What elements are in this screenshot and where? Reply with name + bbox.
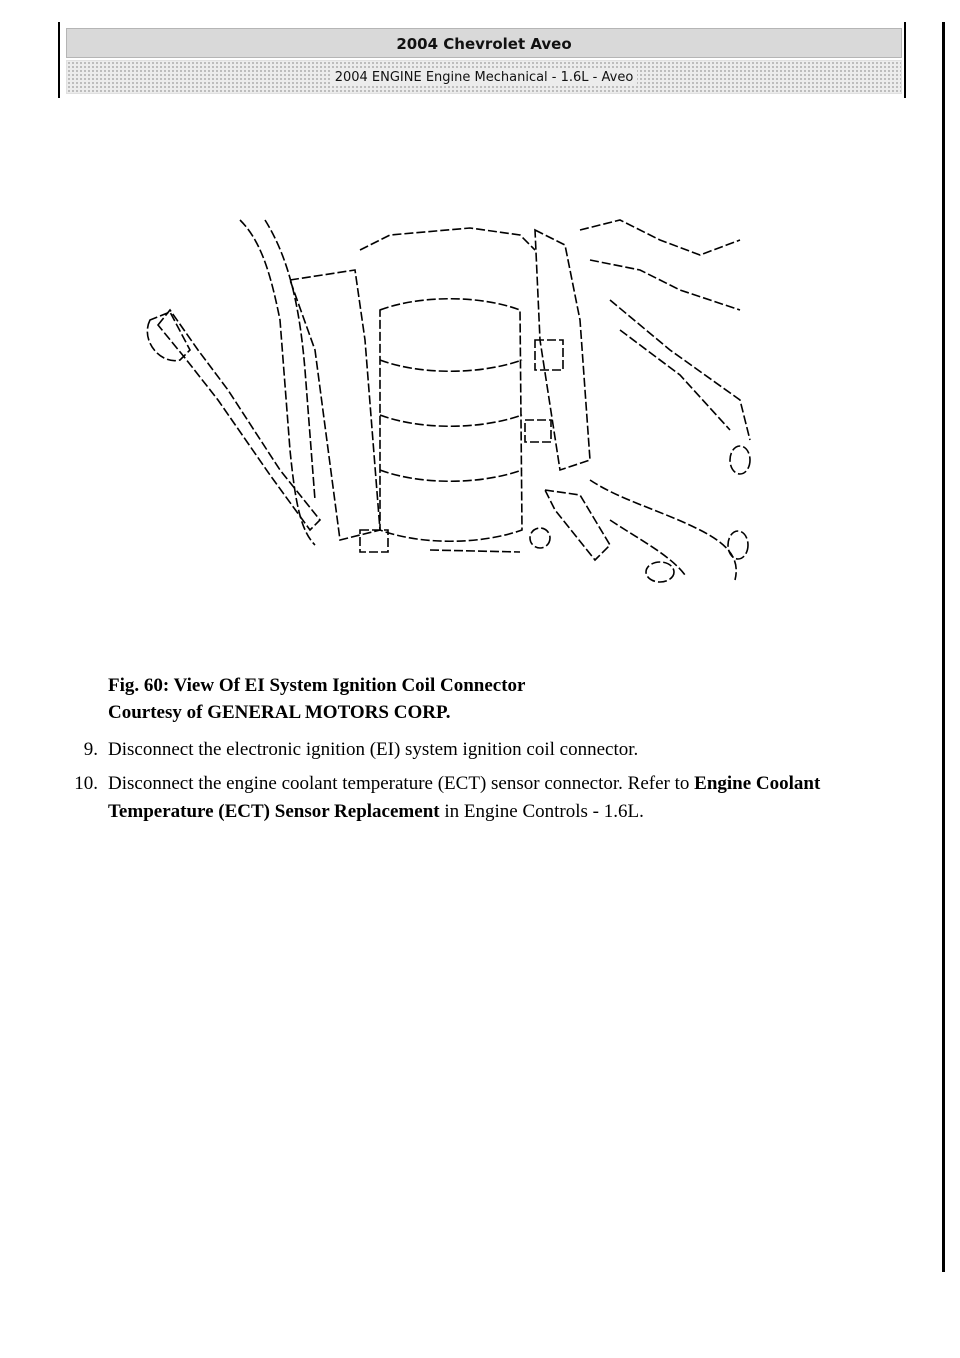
- page-header: [66, 28, 902, 94]
- figure-caption-title: Fig. 60: View Of EI System Ignition Coil Connector: [108, 675, 526, 696]
- figure-caption-credit: Courtesy of GENERAL MOTORS CORP.: [108, 702, 451, 723]
- right-harness: [610, 300, 750, 440]
- step-item: [60, 770, 890, 826]
- right-harness-2: [620, 330, 730, 430]
- hose-end-lower: [646, 562, 674, 582]
- reference-link[interactable]: Engine Coolant Temperature (ECT) Sensor Replacement: [108, 773, 821, 822]
- coil-ring-2: [380, 415, 522, 426]
- step-number: 10.: [74, 773, 98, 794]
- page-border-right: [904, 22, 906, 98]
- coil-ring-1: [380, 360, 522, 371]
- page-border-left: [58, 22, 60, 98]
- step-text-before: Disconnect the engine coolant temperature (ECT) sensor connector. Refer to: [108, 773, 695, 794]
- wrench-head: [147, 312, 190, 361]
- upper-right-wiring: [580, 220, 740, 255]
- step-number: 9.: [83, 739, 98, 760]
- coil-housing-top: [360, 228, 535, 250]
- base-line: [430, 550, 520, 552]
- hose-end-right: [728, 531, 748, 559]
- bolt-lower: [530, 528, 550, 548]
- coil-ring-3: [380, 470, 522, 481]
- document-title: 2004 Chevrolet Aveo: [66, 28, 902, 58]
- wrench-handle: [158, 310, 320, 530]
- textured-pad: [545, 490, 610, 560]
- left-bracket: [290, 270, 380, 540]
- ignition-coil-connector: [535, 340, 563, 370]
- document-subtitle-text: 2004 ENGINE Engine Mechanical - 1.6L - Aveo: [331, 70, 638, 85]
- coil-housing-front: [380, 299, 522, 542]
- step-item: [60, 736, 890, 764]
- document-subtitle: [66, 60, 902, 94]
- lower-right-hose: [590, 480, 736, 580]
- engine-line-drawing: [140, 200, 780, 620]
- procedure-steps: [60, 736, 890, 832]
- page-rule-right: [942, 22, 945, 1272]
- sensor-connector: [525, 420, 551, 442]
- ignition-coil-connector-figure: [140, 200, 780, 620]
- step-text-after: in Engine Controls - 1.6L.: [439, 801, 644, 822]
- figure-caption: [108, 672, 525, 726]
- hose-end-upper: [730, 446, 750, 474]
- step-text: Disconnect the electronic ignition (EI) system ignition coil connector.: [108, 739, 639, 760]
- left-hose: [240, 220, 315, 545]
